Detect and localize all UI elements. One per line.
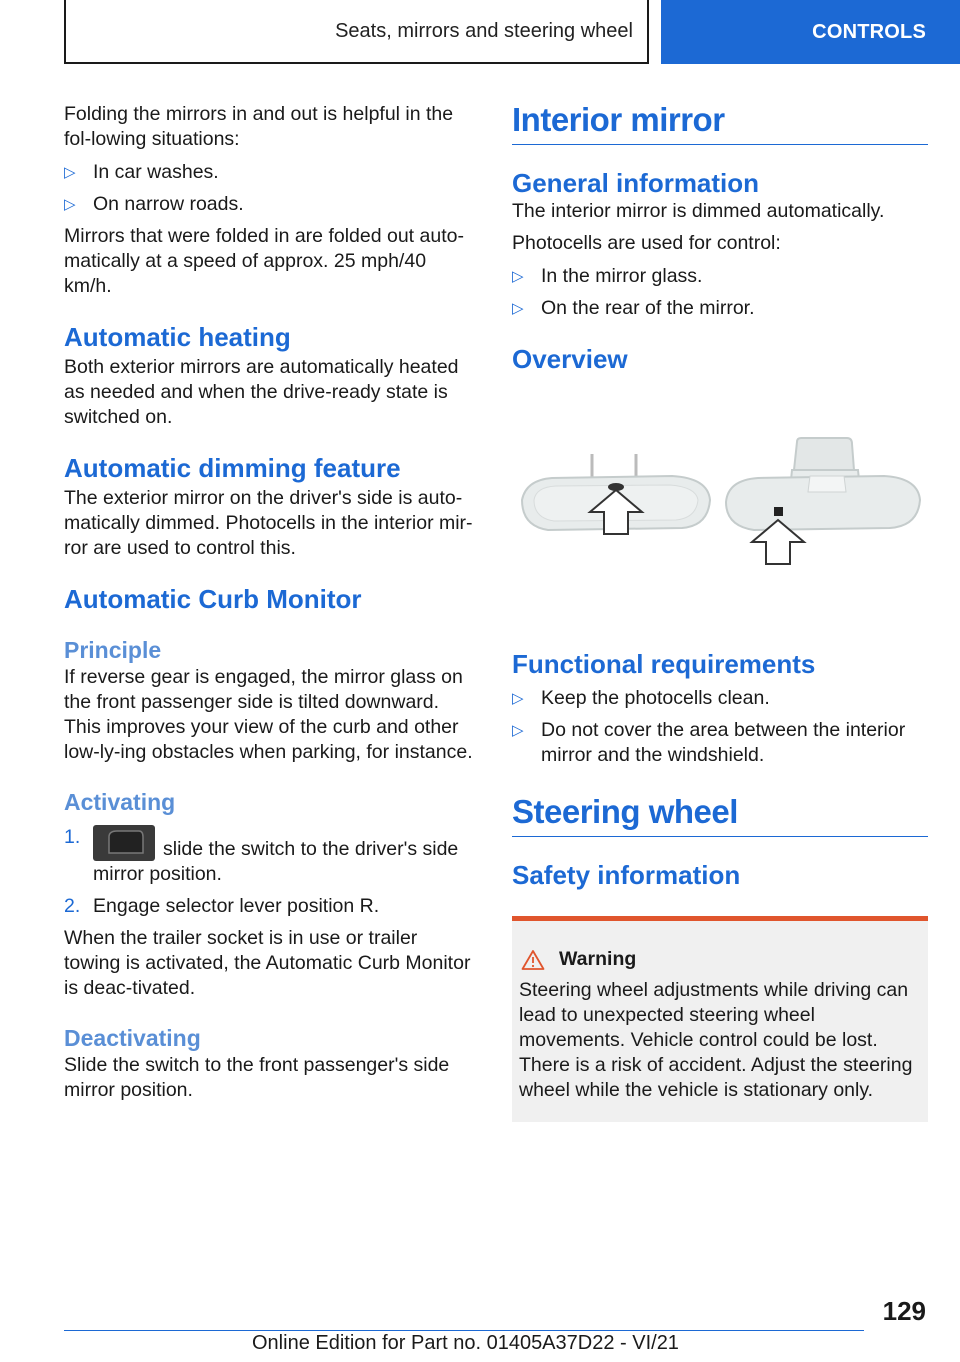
general-text: The interior mirror is dimmed automatically. xyxy=(512,200,885,222)
principle-text: If reverse gear is engaged, the mirror glass on the front passenger side is tilted downward. This improves your view of the curb and other low-ly-ing obstacles when parking, for instance. xyxy=(64,666,473,763)
heating-text: Both exterior mirrors are automatically heated as needed and when the drive-ready state is switched on. xyxy=(64,356,459,428)
list-item: ▷ In the mirror glass. xyxy=(512,265,703,287)
list-item: ▷ In car washes. xyxy=(64,161,219,183)
section-title: Seats, mirrors and steering wheel xyxy=(335,19,633,42)
section-header xyxy=(64,0,649,64)
overview-heading: Overview xyxy=(512,344,628,374)
triangle-bullet-icon: ▷ xyxy=(512,690,524,707)
activating-heading: Activating xyxy=(64,789,176,815)
steering-wheel-heading: Steering wheel xyxy=(512,792,928,837)
warning-box xyxy=(512,916,928,1122)
activating-steps xyxy=(64,825,476,919)
interior-mirror-heading: Interior mirror xyxy=(512,100,928,145)
dimming-text: The exterior mirror on the driver's side is auto-matically dimmed. Photocells in the interior mir-ror are used to control this. xyxy=(64,487,473,559)
dimming-heading: Automatic dimming feature xyxy=(64,453,401,483)
list-item: ▷ Do not cover the area between the interior mirror and the windshield. xyxy=(512,719,906,766)
functional-heading: Functional requirements xyxy=(512,649,816,679)
functional-list xyxy=(512,686,928,768)
triangle-bullet-icon: ▷ xyxy=(512,722,524,739)
warning-header xyxy=(519,947,922,972)
chapter-tab xyxy=(661,0,960,64)
general-info-heading: General information xyxy=(512,168,760,198)
list-item: ▷ Keep the photocells clean. xyxy=(512,687,770,709)
deactivation-note: When the trailer socket is in use or trailer towing is activated, the Automatic Curb Monitor is deac-tivated. xyxy=(64,927,471,999)
left-column xyxy=(64,100,476,1103)
right-column-lower xyxy=(512,648,928,891)
right-column xyxy=(512,100,928,375)
list-item: 1. slide the switch to the driver's side mirror position. xyxy=(64,826,459,885)
triangle-bullet-icon: ▷ xyxy=(64,164,76,181)
mirror-switch-icon xyxy=(93,825,155,861)
photocells-list xyxy=(512,264,928,321)
list-item: 2. Engage selector lever position R. xyxy=(64,895,380,917)
deactivating-heading: Deactivating xyxy=(64,1025,201,1051)
edition-text: Online Edition for Part no. 01405A37D22 - VI/21 xyxy=(252,1332,679,1354)
deactivating-text: Slide the switch to the front passenger's side mirror position. xyxy=(64,1054,450,1101)
warning-title: Warning xyxy=(559,948,637,970)
mirror-photocell-illustration xyxy=(512,430,928,580)
heating-heading: Automatic heating xyxy=(64,322,291,352)
list-item: ▷ On narrow roads. xyxy=(64,193,244,215)
safety-info-heading: Safety information xyxy=(512,860,741,890)
unfold-note: Mirrors that were folded in are folded out auto-matically at a speed of approx. 25 mph/40 km/h. xyxy=(64,225,464,297)
curb-monitor-heading: Automatic Curb Monitor xyxy=(64,584,362,614)
triangle-bullet-icon: ▷ xyxy=(64,196,76,213)
intro-list xyxy=(64,160,476,217)
list-item: ▷ On the rear of the mirror. xyxy=(512,297,755,319)
principle-heading: Principle xyxy=(64,637,162,663)
chapter-title: CONTROLS xyxy=(812,20,926,43)
page-number: 129 xyxy=(882,1296,926,1326)
photocells-text: Photocells are used for control: xyxy=(512,232,781,254)
intro-text: Folding the mirrors in and out is helpful in the fol-lowing situations: xyxy=(64,103,454,150)
triangle-bullet-icon: ▷ xyxy=(512,300,524,317)
warning-text: Steering wheel adjustments while driving can lead to unexpected steering wheel movements. Vehicle control could be lost. There is a risk of accident. Adjust the steering wheel while the vehicle is stationary only. xyxy=(519,979,913,1101)
triangle-bullet-icon: ▷ xyxy=(512,268,524,285)
warning-triangle-icon xyxy=(521,949,545,971)
